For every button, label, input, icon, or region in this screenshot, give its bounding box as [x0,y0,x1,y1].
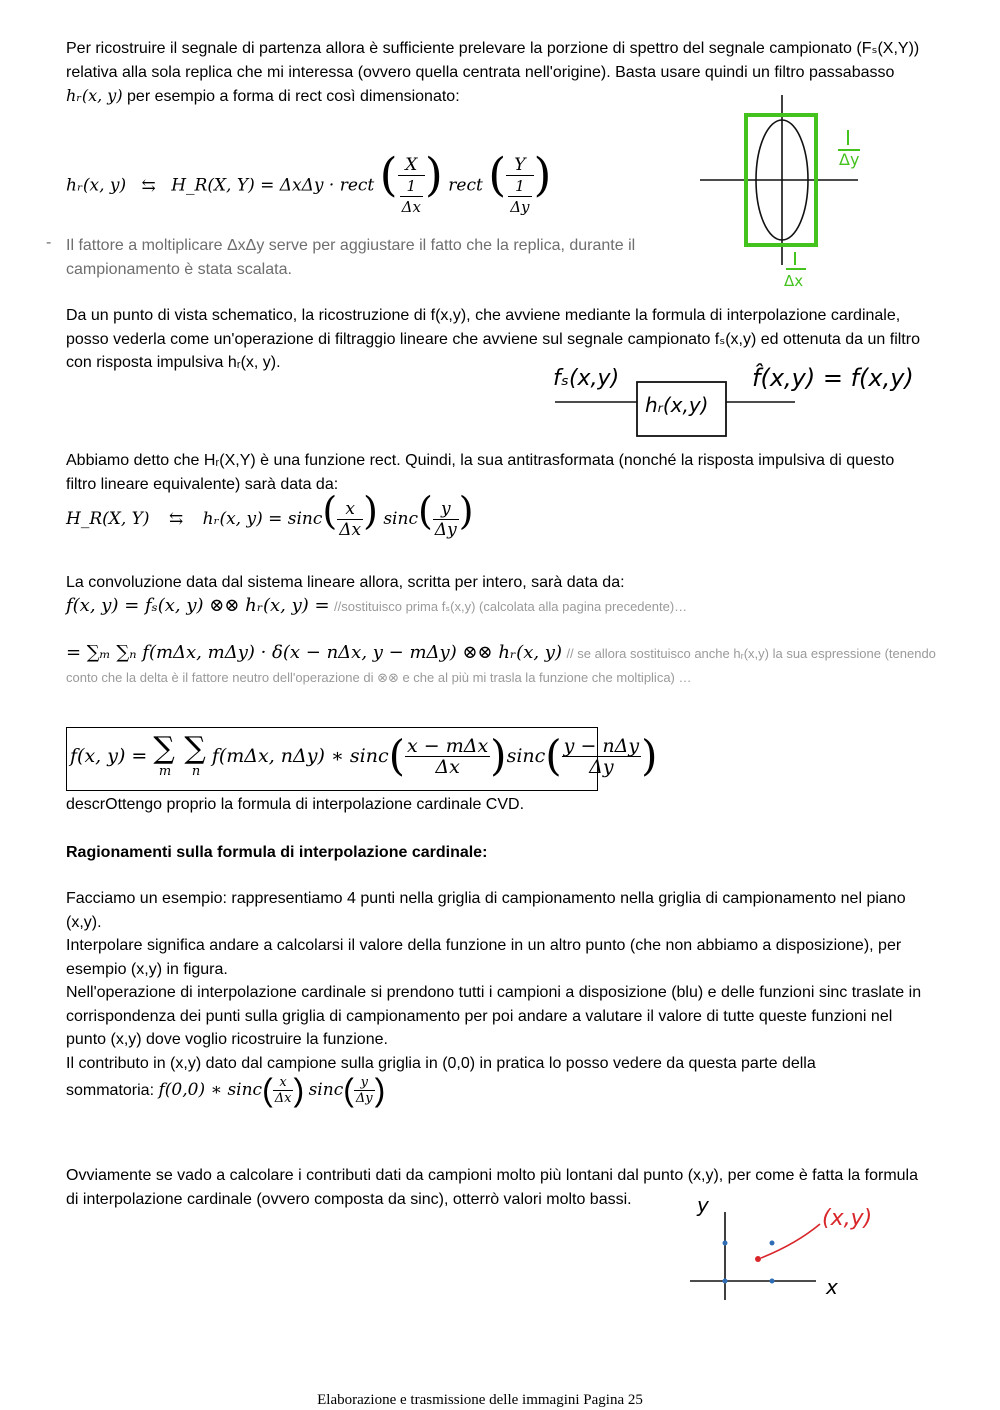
example-line-3: Nell'operazione di interpolazione cardinale si prendono tutti i campioni a disposizione (blu) e delle funzioni sinc traslate in corrispondenza dei punti sulla griglia di campionamento per poi andare a valutare il valore di tutte queste funzioni nel punto (x,y) dove voglio ricostruire la funzione. [66,984,922,1048]
note-scaling: Il fattore a moltiplicare ΔxΔy serve per aggiustare il fatto che la replica, durante il campionamento è stata scalata. [66,237,636,278]
sommatoria-line: sommatoria: f(0,0) ∗ sinc( $\frac{x}{\Delta x}$ ) sinc( $\frac{y}{\Delta y}$ ) [66,1071,386,1108]
fig2-point-label: (x,y) [822,1206,873,1231]
fig2-y-label: y [697,1193,709,1217]
example-line-4: Il contributo in (x,y) dato dal campione sulla griglia in (0,0) in pratica lo posso vedere da questa parte della [66,1054,816,1072]
intro-tail: per esempio a forma di rect così dimensionato: [127,88,460,105]
bullet-dash: - [46,234,52,251]
equation-convolution: f(x, y) = fₛ(x, y) ⊗⊗ hᵣ(x, y) = //sostituisco prima fₛ(x,y) (calcolata alla pagina precedente)… [66,595,688,616]
distant-samples-paragraph: Ovviamente se vado a calcolare i contributi dati da campioni molto più lontani dal punto (x,y), per come è fatta la formula di interpolazione cardinale (ovvero composta da sinc), otterrò valori molto bassi. [66,1167,918,1208]
fig1-label-1-over-dx [786,252,806,269]
antitransform-paragraph: Abbiamo detto che Hᵣ(X,Y) è una funzione rect. Quindi, la sua antitrasformata (nonché la risposta impulsiva di questo filtro lineare equivalente) sarà data da: [66,452,895,493]
example-line-1: Facciamo un esempio: rappresentiamo 4 punti nella griglia di campionamento nella griglia di campionamento nel piano (x,y). [66,890,906,931]
eq1-rect2: rect [448,175,483,196]
page-footer: Elaborazione e trasmissione delle immagini Pagina 25 [317,1392,643,1408]
fig1-label-1-over-dy [838,130,860,150]
eq1-lhs: hᵣ(x, y) [66,175,127,196]
fig2-x-label: x [826,1275,838,1299]
eq1-frac2: $\frac{Y}{\frac{1}{\Delta y}}$ [506,155,533,217]
section-heading: Ragionamenti sulla formula di interpolazione cardinale: [66,844,488,861]
sample-point [723,1241,728,1246]
equation-sinc: H_R(X, Y) ⇆ hᵣ(x, y) = sinc( $\frac{x}{\Delta x}$ ) sinc( $\frac{y}{\Delta y}$ ) [66,489,474,540]
sample-point [770,1241,775,1246]
fig1-dy-text: Δy [839,150,860,169]
equation-rect-filter: hᵣ(x, y) ⇆ H_R(X, Y) = ΔxΔy · rect ( $\frac{X}{\frac{1}{\Delta x}}$ ) rect ( $\frac{Y}{\frac{1}{\Delta y}}$ ) [66,147,552,216]
block-output-label: f̂(x,y) = f(x,y) [752,364,914,392]
equation-sum-delta: = ∑ₘ ∑ₙ f(mΔx, mΔy) · δ(x − nΔx, y − mΔy) ⊗⊗ hᵣ(x, y) // se allora sostituisco anche hᵣ(x,y) la sua espressione (tenendo conto che la delta è il fattore neutro dell'operazione di ⊗⊗ e che al più mi trasla la funzione che moltiplica) … [66,642,936,685]
schematic-paragraph: Da un punto di vista schematico, la ricostruzione di f(x,y), che avviene mediante la formula di interpolazione cardinale, posso vederla come un'operazione di filtraggio lineare che avviene sul segnale campionato fₛ(x,y) ed ottenuta da un filtro con risposta impulsiva hᵣ(x, y). [66,307,920,371]
example-line-2: Interpolare significa andare a calcolarsi il valore della funzione in un altro punto (che non abbiamo a disposizione), per esempio (x,y) in figura. [66,937,902,978]
sample-point [723,1279,728,1284]
cvd-paragraph: descrOttengo proprio la formula di interpolazione cardinale CVD. [66,796,525,813]
hr-inline-math: hᵣ(x, y) [66,86,123,105]
eq1-mid: H_R(X, Y) = ΔxΔy · rect [171,175,375,196]
rect-filter-figure [698,95,878,290]
intro-text: Per ricostruire il segnale di partenza allora è sufficiente prelevare la porzione di spettro del segnale campionato (Fₛ(X,Y)) relativa alla sola replica che mi interessa (ovvero quella centrata nell'origine). Basta usare quindi un filtro passabasso [66,40,920,81]
sample-point [770,1279,775,1284]
eq1-arrows: ⇆ [141,175,156,196]
block-filter-label: hᵣ(x,y) [645,393,709,417]
example-paragraphs [66,887,926,1075]
fig2-red-arrow [761,1224,820,1258]
block-input-label: fₛ(x,y) [553,366,620,391]
eq1-frac1: $\frac{X}{\frac{1}{\Delta x}}$ [398,155,425,217]
convolution-paragraph: La convoluzione data dal sistema lineare allora, scritta per intero, sarà data da: [66,574,625,591]
fig1-dx-text: Δx [784,272,804,290]
equation-interpolation: f(x, y) = ∑ ∑ m n f(mΔx, nΔy) ∗ sinc( $\frac{\text{x − mΔx}}{\Delta x}$ )sinc( $\frac{\text{y − nΔy}}{\Delta y}$ ) [70,731,658,780]
interpolation-point [755,1256,761,1262]
